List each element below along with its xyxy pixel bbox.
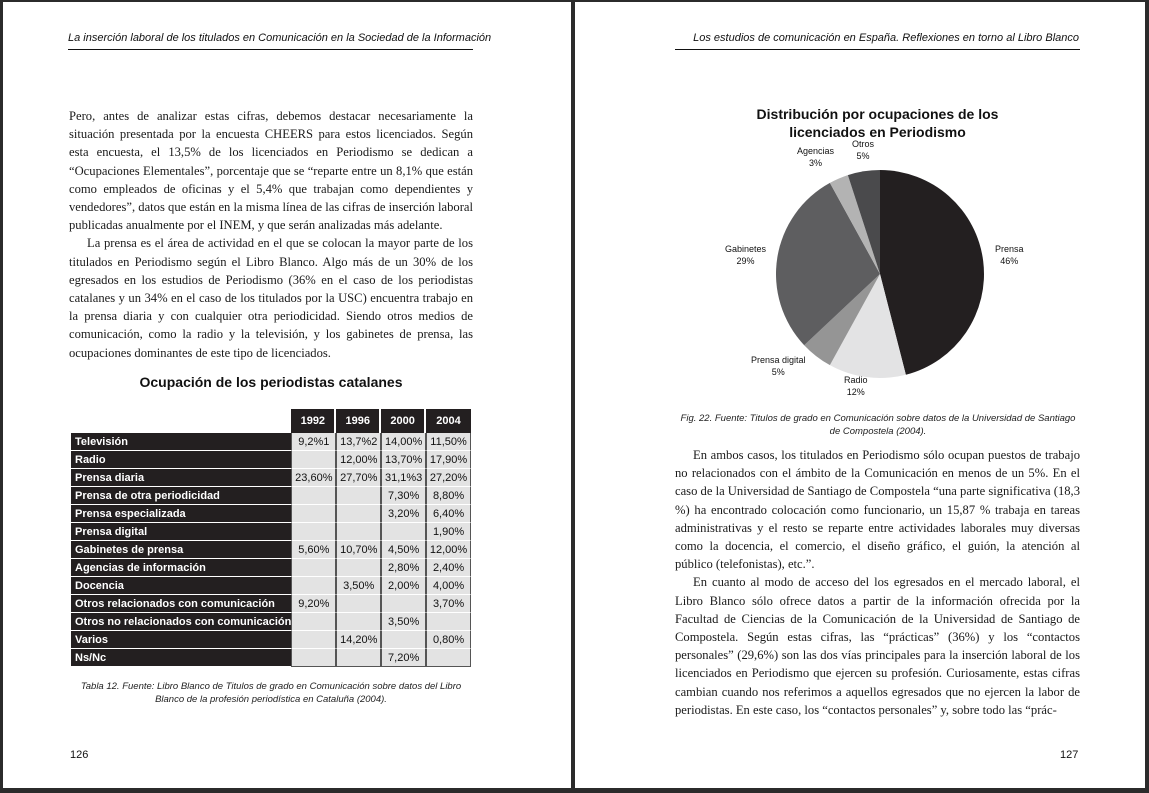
row-label: Prensa de otra periodicidad bbox=[71, 487, 291, 505]
page-number: 126 bbox=[70, 749, 89, 761]
pie-label-radio bbox=[844, 374, 868, 398]
row-label: Gabinetes de prensa bbox=[71, 541, 291, 559]
table-cell: 31,1%3 bbox=[381, 469, 426, 487]
chart-title bbox=[675, 105, 1080, 141]
table-cell: 14,00% bbox=[381, 433, 426, 451]
row-label: Varios bbox=[71, 631, 291, 649]
table-row bbox=[71, 487, 471, 505]
paragraph: En cuanto al modo de acceso del los egresados en el mercado laboral, el Libro Blanco sólo ofrece datos a partir de la información ofrecida por la Facultad de Ciencias de la Comunicación de la Universidad de Santiago de Compostela. Según estas cifras, las “prácticas” (36%) y los “contactos personales” (29,6%) son las dos vías principales para la inserción laboral de los licenciados en Periodismo que ejercen su profesión. Curiosamente, estas cifras cambian cuando nos referimos a aquellos egresados que no ejercen la labor de periodistas. En este caso, los “contactos personales” y, sobre todo las “prác- bbox=[675, 575, 1080, 717]
figure-caption bbox=[673, 413, 1083, 438]
table-cell bbox=[291, 505, 336, 523]
pie-label-agencias bbox=[797, 145, 834, 169]
label-name: Agencias bbox=[797, 146, 835, 156]
row-label: Ns/Nc bbox=[71, 649, 291, 667]
table-cell bbox=[336, 505, 381, 523]
column-header: 2000 bbox=[381, 409, 426, 433]
pie-label-prensa bbox=[995, 243, 1024, 267]
column-header: 1992 bbox=[291, 409, 336, 433]
table-cell bbox=[381, 631, 426, 649]
table-cell: 13,70% bbox=[381, 451, 426, 469]
caption-line: Fig. 22. Fuente: Titulos de grado en Comunicación sobre datos de la Universidad de Santiago bbox=[680, 413, 1076, 424]
table-row bbox=[71, 649, 471, 667]
table-row bbox=[71, 523, 471, 541]
table-caption bbox=[69, 681, 473, 706]
table-cell bbox=[336, 595, 381, 613]
table-cell bbox=[381, 523, 426, 541]
label-pct: 5% bbox=[856, 151, 870, 161]
table-cell bbox=[426, 649, 471, 667]
table-title: Ocupación de los periodistas catalanes bbox=[139, 374, 403, 390]
table-cell: 9,2%1 bbox=[291, 433, 336, 451]
table-cell bbox=[291, 523, 336, 541]
label-name: Prensa digital bbox=[751, 355, 806, 365]
label-name: Radio bbox=[844, 375, 868, 385]
page-127 bbox=[575, 2, 1145, 788]
table-cell: 9,20% bbox=[291, 595, 336, 613]
chart-title-line: licenciados en Periodismo bbox=[789, 124, 966, 140]
table-cell: 7,20% bbox=[381, 649, 426, 667]
table-cell bbox=[336, 559, 381, 577]
table-cell: 0,80% bbox=[426, 631, 471, 649]
table-cell: 17,90% bbox=[426, 451, 471, 469]
pie-label-prensa-digital bbox=[751, 354, 806, 378]
paragraph: La prensa es el área de actividad en el que se colocan la mayor parte de los titulados en Periodismo según el Libro Blanco. Algo más de un 30% de los egresados en los estudios de Periodismo (36% en el caso de los periodistas catalanes y un 34% en el caso de los titulados por la USC) encuentra trabajo en la prensa diaria y con cualquier otra periodicidad. Siendo otros medios de comunicación, como la radio y la televisión, y los gabinetes de prensa, las ocupaciones dominantes de este tipo de licenciados. bbox=[69, 236, 473, 360]
page-126 bbox=[3, 2, 571, 788]
row-label: Prensa diaria bbox=[71, 469, 291, 487]
occupation-table bbox=[71, 409, 471, 667]
label-pct: 46% bbox=[1000, 256, 1019, 266]
row-label: Otros relacionados con comunicación bbox=[71, 595, 291, 613]
table-cell: 2,00% bbox=[381, 577, 426, 595]
paragraph: Pero, antes de analizar estas cifras, debemos destacar necesariamente la situación presentada por la encuesta CHEERS para estos licenciados. Según esta encuesta, el 13,5% de los licenciados en Periodismo se dedican a “Ocupaciones Elementales”, porcentaje que se “reparte entre un 8,1% que están como empleados de oficinas y el 5,4% que trabajan como dependientes y vendedores”, datos que están en la misma línea de las cifras de inserción laboral publicadas anualmente por el INEM, y que serán analizadas más adelante. bbox=[69, 109, 473, 233]
table-cell: 3,50% bbox=[336, 577, 381, 595]
table-row bbox=[71, 541, 471, 559]
table-cell bbox=[291, 613, 336, 631]
table-cell bbox=[336, 613, 381, 631]
table-cell: 11,50% bbox=[426, 433, 471, 451]
table-cell bbox=[291, 451, 336, 469]
table-cell: 27,20% bbox=[426, 469, 471, 487]
table-cell: 12,00% bbox=[426, 541, 471, 559]
table-cell bbox=[291, 649, 336, 667]
table-row bbox=[71, 595, 471, 613]
table-row bbox=[71, 613, 471, 631]
table-cell bbox=[426, 613, 471, 631]
table-cell bbox=[291, 487, 336, 505]
pie-label-gabinetes bbox=[725, 243, 766, 267]
table-corner bbox=[71, 409, 291, 433]
table-cell bbox=[291, 631, 336, 649]
table-cell bbox=[336, 523, 381, 541]
table-cell: 12,00% bbox=[336, 451, 381, 469]
table-cell: 8,80% bbox=[426, 487, 471, 505]
label-pct: 29% bbox=[736, 256, 755, 266]
paragraph: En ambos casos, los titulados en Periodismo sólo ocupan puestos de trabajo no relacionados con el ámbito de la Comunicación en menos de un 5%. En el caso de la Universidad de Santiago de Compostela “una parte significativa (18,3 %) ha encontrado colocación como funcionario, un 15,87 % trabaja en tareas administrativas y el resto se reparte entre actividades laborales muy diversas como la docencia, el comercio, el diseño gráfico, el guión, la atención al público (telefonistas), etc.”. bbox=[675, 448, 1080, 572]
caption-line: Blanco de la profesión periodística en Cataluña (2004). bbox=[155, 693, 387, 705]
table-cell bbox=[336, 487, 381, 505]
caption-line: Tabla 12. Fuente: Libro Blanco de Titulos de grado en Comunicación sobre datos del Libro bbox=[80, 681, 462, 692]
table-header-row bbox=[71, 409, 471, 433]
table-row bbox=[71, 505, 471, 523]
table-cell bbox=[291, 559, 336, 577]
table-cell: 14,20% bbox=[336, 631, 381, 649]
table-cell: 7,30% bbox=[381, 487, 426, 505]
body-text-right bbox=[675, 446, 1080, 719]
running-head-left: La inserción laboral de los titulados en Comunicación en la Sociedad de la Información bbox=[68, 32, 492, 44]
table-row bbox=[71, 559, 471, 577]
table-row bbox=[71, 469, 471, 487]
table-cell: 4,50% bbox=[381, 541, 426, 559]
body-text-left bbox=[69, 107, 473, 362]
label-name: Otros bbox=[852, 139, 875, 149]
table-cell bbox=[336, 649, 381, 667]
row-label: Radio bbox=[71, 451, 291, 469]
caption-line: de Compostela (2004). bbox=[829, 425, 927, 437]
table-cell: 10,70% bbox=[336, 541, 381, 559]
row-label: Prensa digital bbox=[71, 523, 291, 541]
row-label: Docencia bbox=[71, 577, 291, 595]
table-cell: 27,70% bbox=[336, 469, 381, 487]
row-label: Televisión bbox=[71, 433, 291, 451]
pie-label-otros bbox=[852, 138, 874, 162]
label-name: Gabinetes bbox=[725, 244, 767, 254]
running-head-right: Los estudios de comunicación en España. Reflexiones en torno al Libro Blanco bbox=[693, 32, 1079, 44]
table-cell bbox=[381, 595, 426, 613]
table-cell: 6,40% bbox=[426, 505, 471, 523]
header-rule bbox=[68, 49, 473, 50]
table-row bbox=[71, 577, 471, 595]
label-pct: 5% bbox=[771, 367, 785, 377]
table-cell: 2,80% bbox=[381, 559, 426, 577]
row-label: Agencias de información bbox=[71, 559, 291, 577]
page-number: 127 bbox=[1060, 749, 1079, 761]
table-cell: 3,70% bbox=[426, 595, 471, 613]
table-row bbox=[71, 451, 471, 469]
header-rule bbox=[675, 49, 1080, 50]
row-label: Prensa especializada bbox=[71, 505, 291, 523]
pie-chart bbox=[773, 167, 987, 381]
label-pct: 3% bbox=[809, 158, 823, 168]
column-header: 2004 bbox=[426, 409, 471, 433]
table-cell: 4,00% bbox=[426, 577, 471, 595]
column-header: 1996 bbox=[336, 409, 381, 433]
row-label: Otros no relacionados con comunicación bbox=[71, 613, 291, 631]
table-row bbox=[71, 631, 471, 649]
table-cell: 3,50% bbox=[381, 613, 426, 631]
table-cell: 2,40% bbox=[426, 559, 471, 577]
table-cell: 13,7%2 bbox=[336, 433, 381, 451]
table-cell: 3,20% bbox=[381, 505, 426, 523]
table-cell: 23,60% bbox=[291, 469, 336, 487]
label-name: Prensa bbox=[995, 244, 1024, 254]
label-pct: 12% bbox=[846, 387, 865, 397]
table-cell: 5,60% bbox=[291, 541, 336, 559]
chart-title-line: Distribución por ocupaciones de los bbox=[756, 106, 999, 122]
table-cell: 1,90% bbox=[426, 523, 471, 541]
table-row bbox=[71, 433, 471, 451]
table-cell bbox=[291, 577, 336, 595]
